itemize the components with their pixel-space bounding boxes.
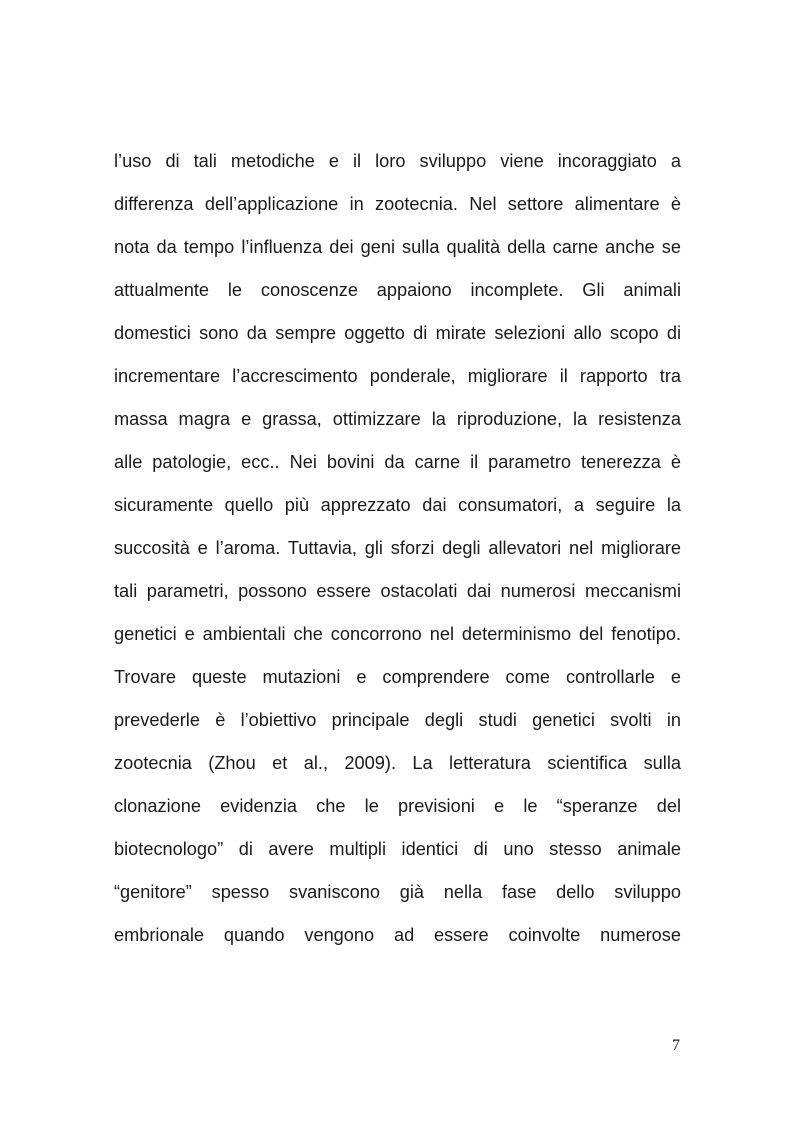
text-line: nota da tempo l’influenza dei geni sulla qualità della carne anche se — [114, 237, 681, 257]
body-text — [114, 140, 681, 957]
text-line: alle patologie, ecc.. Nei bovini da carne il parametro tenerezza è — [114, 452, 681, 472]
text-line: embrionale quando vengono ad essere coinvolte numerose — [114, 925, 681, 945]
text-line: attualmente le conoscenze appaiono incomplete. Gli animali — [114, 280, 681, 300]
text-line: prevederle è l’obiettivo principale degli studi genetici svolti in — [114, 710, 681, 730]
text-line: clonazione evidenzia che le previsioni e le “speranze del — [114, 796, 681, 816]
page-number: 7 — [672, 1037, 680, 1054]
text-line: zootecnia (Zhou et al., 2009). La letteratura scientifica sulla — [114, 753, 681, 773]
text-line: differenza dell’applicazione in zootecnia. Nel settore alimentare è — [114, 194, 681, 214]
text-line: l’uso di tali metodiche e il loro sviluppo viene incoraggiato a — [114, 151, 681, 171]
text-line: sicuramente quello più apprezzato dai consumatori, a seguire la — [114, 495, 681, 515]
text-line: Trovare queste mutazioni e comprendere come controllarle e — [114, 667, 681, 687]
text-line: succosità e l’aroma. Tuttavia, gli sforzi degli allevatori nel migliorare — [114, 538, 681, 558]
text-line: tali parametri, possono essere ostacolati dai numerosi meccanismi — [114, 581, 681, 601]
text-line: genetici e ambientali che concorrono nel determinismo del fenotipo. — [114, 624, 681, 644]
text-line: biotecnologo” di avere multipli identici di uno stesso animale — [114, 839, 681, 859]
text-line: “genitore” spesso svaniscono già nella fase dello sviluppo — [114, 882, 681, 902]
text-line: incrementare l’accrescimento ponderale, migliorare il rapporto tra — [114, 366, 681, 386]
text-line: domestici sono da sempre oggetto di mirate selezioni allo scopo di — [114, 323, 681, 343]
text-line: massa magra e grassa, ottimizzare la riproduzione, la resistenza — [114, 409, 681, 429]
